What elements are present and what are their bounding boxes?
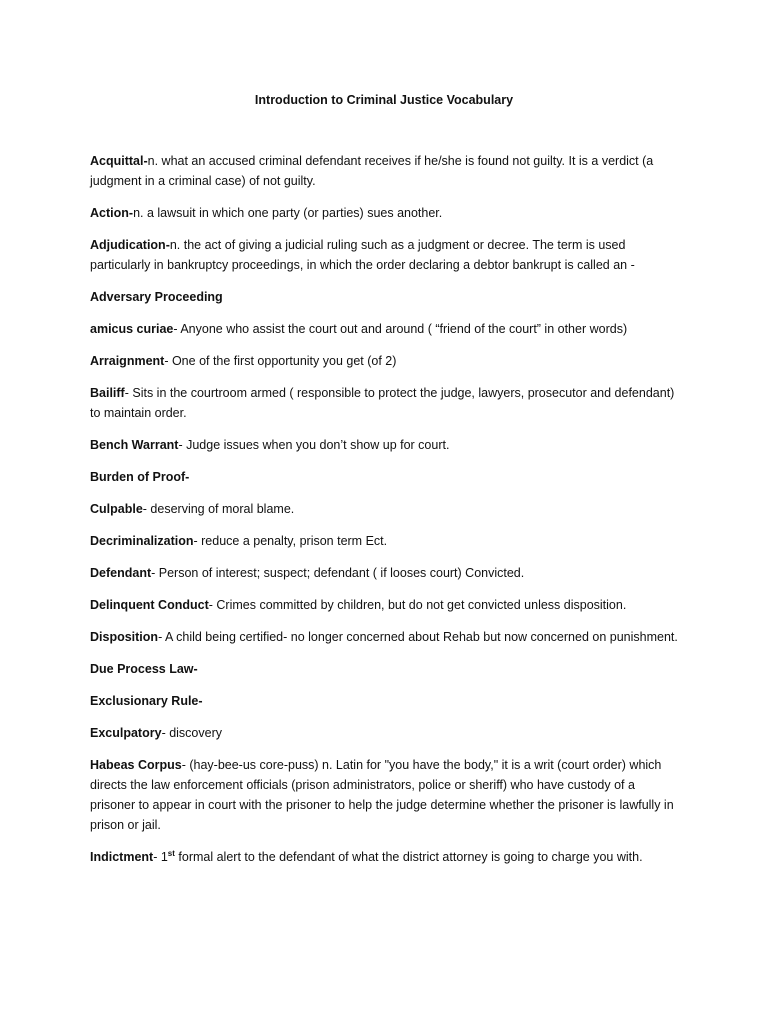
definition: - discovery bbox=[161, 726, 222, 740]
term: Defendant bbox=[90, 566, 152, 580]
vocab-entry-amicus-curiae bbox=[90, 319, 680, 339]
term: Burden of Proof- bbox=[90, 470, 190, 484]
term: Adjudication- bbox=[90, 238, 170, 252]
term: Bench Warrant bbox=[90, 438, 179, 452]
definition: - deserving of moral blame. bbox=[142, 502, 295, 516]
vocab-entry-acquittal bbox=[90, 151, 680, 191]
definition: - Judge issues when you don’t show up for court. bbox=[178, 438, 450, 452]
ordinal-superscript: st bbox=[167, 848, 175, 858]
definition: - Sits in the courtroom armed ( responsible to protect the judge, lawyers, prosecutor and defendant) to maintain order. bbox=[90, 386, 675, 420]
vocab-entry-bench-warrant bbox=[90, 435, 680, 455]
definition: - (hay-bee-us core-puss) n. Latin for "you have the body," it is a writ (court order) which directs the law enforcement officials (prison administrators, police or sheriff) who have custody of a prisoner to appear in court with the prisoner to help the judge determine whether the prisoner is lawfully in prison or jail. bbox=[90, 758, 674, 832]
definition: - Anyone who assist the court out and around ( “friend of the court” in other words) bbox=[173, 322, 628, 336]
term: amicus curiae bbox=[90, 322, 174, 336]
term: Culpable bbox=[90, 502, 143, 516]
term: Habeas Corpus bbox=[90, 758, 182, 772]
vocab-entry-arraignment bbox=[90, 351, 680, 371]
term: Delinquent Conduct bbox=[90, 598, 209, 612]
vocab-entry-exclusionary-rule bbox=[90, 691, 680, 711]
vocab-entry-delinquent-conduct bbox=[90, 595, 680, 615]
vocab-entry-burden-of-proof bbox=[90, 467, 680, 487]
vocab-entry-indictment bbox=[90, 847, 680, 867]
vocab-entry-disposition bbox=[90, 627, 680, 647]
term: Exclusionary Rule- bbox=[90, 694, 203, 708]
definition-end: formal alert to the defendant of what the district attorney is going to charge you with. bbox=[174, 850, 643, 864]
definition: - reduce a penalty, prison term Ect. bbox=[193, 534, 388, 548]
term: Disposition bbox=[90, 630, 159, 644]
definition: n. what an accused criminal defendant receives if he/she is found not guilty. It is a verdict (a judgment in a criminal case) of not guilty. bbox=[90, 154, 654, 188]
vocab-entry-defendant bbox=[90, 563, 680, 583]
vocab-entry-bailiff bbox=[90, 383, 680, 423]
vocab-entry-adjudication bbox=[90, 235, 680, 275]
term: Due Process Law- bbox=[90, 662, 198, 676]
term: Acquittal- bbox=[90, 154, 148, 168]
vocab-entry-exculpatory bbox=[90, 723, 680, 743]
term: Arraignment bbox=[90, 354, 165, 368]
term: Decriminalization bbox=[90, 534, 194, 548]
vocab-entry-culpable bbox=[90, 499, 680, 519]
vocab-entry-habeas-corpus bbox=[90, 755, 680, 835]
vocabulary-list bbox=[90, 151, 680, 879]
definition: - A child being certified- no longer concerned about Rehab but now concerned on punishment. bbox=[158, 630, 678, 644]
definition-start: - 1 bbox=[153, 850, 168, 864]
definition: - Crimes committed by children, but do not get convicted unless disposition. bbox=[208, 598, 627, 612]
term: Indictment bbox=[90, 850, 154, 864]
vocab-entry-action bbox=[90, 203, 680, 223]
term: Bailiff bbox=[90, 386, 125, 400]
term: Adversary Proceeding bbox=[90, 290, 223, 304]
definition: - Person of interest; suspect; defendant ( if looses court) Convicted. bbox=[151, 566, 525, 580]
vocab-entry-decriminalization bbox=[90, 531, 680, 551]
definition: n. the act of giving a judicial ruling such as a judgment or decree. The term is used particularly in bankruptcy proceedings, in which the order declaring a debtor bankrupt is called an - bbox=[90, 238, 635, 272]
vocab-entry-due-process-law bbox=[90, 659, 680, 679]
term: Exculpatory bbox=[90, 726, 162, 740]
document-title: Introduction to Criminal Justice Vocabulary bbox=[254, 93, 514, 107]
vocab-entry-adversary-proceeding bbox=[90, 287, 680, 307]
term: Action- bbox=[90, 206, 134, 220]
definition: n. a lawsuit in which one party (or parties) sues another. bbox=[133, 206, 443, 220]
definition: - One of the first opportunity you get (of 2) bbox=[164, 354, 397, 368]
